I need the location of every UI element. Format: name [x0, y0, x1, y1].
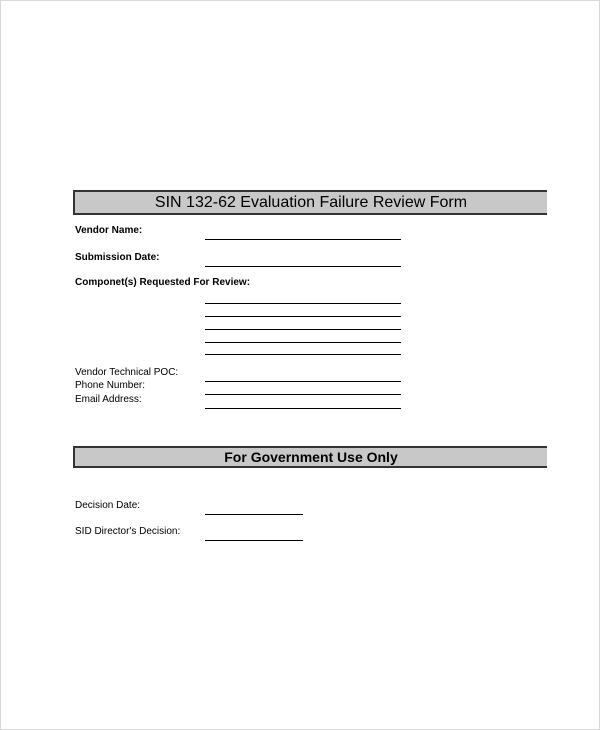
phone-label: Phone Number: [75, 380, 146, 391]
government-use-banner [73, 446, 547, 468]
phone-field[interactable] [205, 394, 401, 395]
decision-date-label: Decision Date: [75, 500, 141, 511]
government-use-heading: For Government Use Only [224, 449, 398, 465]
components-field-line-1[interactable] [205, 303, 401, 304]
email-field[interactable] [205, 408, 401, 409]
email-label: Email Address: [75, 394, 142, 405]
submission-date-field[interactable] [205, 266, 401, 267]
submission-date-label: Submission Date: [75, 252, 160, 263]
vendor-name-label: Vendor Name: [75, 225, 143, 236]
director-decision-label: SID Director's Decision: [75, 526, 181, 537]
form-title-banner [73, 190, 547, 215]
components-label: Componet(s) Requested For Review: [75, 277, 251, 288]
components-field-line-5[interactable] [205, 354, 401, 355]
vendor-poc-label: Vendor Technical POC: [75, 367, 179, 378]
decision-date-field[interactable] [205, 514, 303, 515]
form-title: SIN 132-62 Evaluation Failure Review Form [154, 194, 468, 211]
vendor-name-field[interactable] [205, 239, 401, 240]
director-decision-field[interactable] [205, 540, 303, 541]
components-field-line-3[interactable] [205, 329, 401, 330]
components-field-line-2[interactable] [205, 316, 401, 317]
vendor-poc-field[interactable] [205, 381, 401, 382]
components-field-line-4[interactable] [205, 342, 401, 343]
